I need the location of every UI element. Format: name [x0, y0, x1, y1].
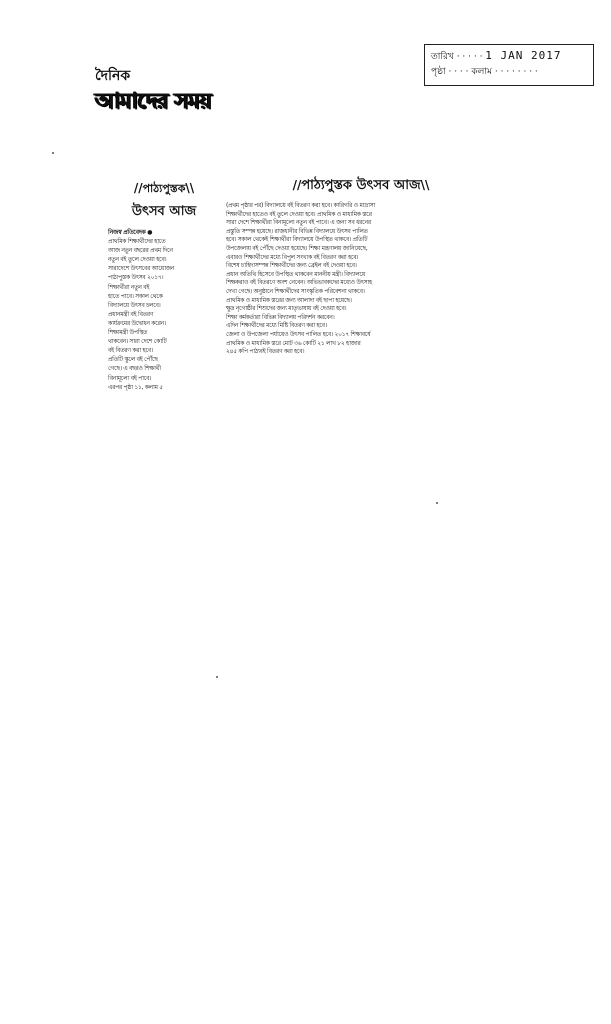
scan-speck	[216, 676, 218, 678]
left-headline-2: উৎসব আজ	[131, 204, 197, 219]
masthead-title: আমাদের সময়	[95, 89, 212, 114]
right-article-body	[226, 202, 481, 362]
stamp-column-label: কলাম	[471, 67, 492, 77]
left-continuation: এরপর পৃষ্ঠা ১১, কলাম ৫	[108, 383, 163, 391]
left-headline-1: //পাঠ্যপুস্তক\\	[133, 181, 195, 195]
right-line: ২৪৫ কপি পাঠ্যবই বিতরণ করা হবে।	[226, 348, 305, 356]
left-line: সারাদেশে উৎসবের আয়োজন	[108, 265, 175, 273]
stamp-date-row: তারিখ · · · · · 1 JAN 2017	[431, 49, 562, 62]
left-line: হাতে পাবে। সকাল থেকে	[108, 292, 163, 300]
stamp-page-row: পৃষ্ঠা · · · · কলাম · · · · · · · ·	[431, 67, 538, 77]
left-line: শিক্ষামন্ত্রী উপস্থিত	[108, 329, 148, 337]
right-line: দেখা গেছে। অনুষ্ঠানে শিক্ষার্থীদের সাংস্কৃতিক পরিবেশনা থাকবে।	[226, 287, 365, 295]
left-line: প্রতিটি স্কুলে বই পৌঁছে	[108, 356, 158, 364]
stamp-date-label: তারিখ	[431, 52, 454, 62]
left-line: বিনামূল্যে বই পাবে।	[108, 374, 152, 382]
right-line: শিক্ষকরাও বই বিতরণে অংশ নেবেন। অভিভাবকদের মধ্যেও উৎসাহ	[226, 279, 372, 287]
stamp-page-label: পৃষ্ঠা	[431, 67, 446, 77]
right-line: প্রাথমিক ও মাধ্যমিক স্তরের জন্য আলাদা বই ছাপা হয়েছে।	[226, 296, 352, 304]
right-line: এদিন শিক্ষার্থীদের মধ্যে মিষ্টি বিতরণ করা হবে।	[226, 322, 327, 330]
masthead-small: দৈনিক	[95, 68, 131, 84]
right-line: (প্রথম পৃষ্ঠার পর) বিদ্যালয়ে বই বিতরণ করা হবে। কারিগরি ও মাদ্রাসা	[226, 202, 376, 209]
left-line: নতুন বই তুলে দেওয়া হবে।	[108, 256, 167, 264]
right-line: প্রস্তুতি সম্পন্ন হয়েছে। রাজধানীর বিভিন্ন বিদ্যালয়ে উৎসব পালিত	[226, 227, 368, 235]
scan-speck	[436, 502, 438, 504]
left-line: বিদ্যালয়ে উৎসব চলবে।	[108, 301, 161, 309]
right-line: বিশেষ চাহিদাসম্পন্ন শিক্ষার্থীদের জন্য ব্রেইল বই দেওয়া হবে।	[226, 262, 357, 270]
right-line: উপজেলায় বই পৌঁছে দেওয়া হয়েছে। শিক্ষা মন্ত্রণালয় জানিয়েছে,	[226, 244, 368, 252]
left-line: প্রধানমন্ত্রী বই বিতরণ	[108, 310, 154, 318]
left-article-body	[108, 228, 220, 391]
left-line: থাকবেন। সারা দেশে কোটি	[108, 338, 167, 346]
stamp-date-value: 1 JAN 2017	[485, 49, 562, 62]
left-line: বই বিতরণ করা হবে।	[108, 347, 153, 355]
date-stamp	[424, 44, 594, 86]
right-line: এবারও শিক্ষার্থীদের মধ্যে বিপুল সংখ্যক বই বিতরণ করা হবে।	[226, 253, 359, 261]
right-line: হবে। সকাল থেকেই শিক্ষার্থীরা বিদ্যালয়ে উপস্থিত থাকবে। প্রতিটি	[226, 236, 368, 244]
left-line: প্রাথমিক শিক্ষার্থীদের হাতে	[108, 238, 166, 246]
right-line: ক্ষুদ্র নৃগোষ্ঠীর শিশুদের জন্য মাতৃভাষায় বই দেওয়া হবে।	[226, 305, 347, 313]
left-line: শিক্ষার্থীরা নতুন বই	[108, 283, 150, 291]
right-line: প্রাথমিক ও মাধ্যমিক স্তরে মোট ৩৬ কোটি ২১ লাখ ৮২ হাজার	[226, 339, 361, 347]
scan-speck	[52, 152, 54, 154]
right-line: শিক্ষা কর্মকর্তারা বিভিন্ন বিদ্যালয় পরিদর্শন করবেন।	[226, 313, 335, 321]
right-article	[226, 174, 481, 374]
left-reporter: নিজস্ব প্রতিবেদক ●	[108, 229, 153, 236]
right-line: সারা দেশে শিক্ষার্থীরা বিনামূল্যে নতুন বই পাবে। এ জন্য সব ধরনের	[226, 219, 371, 227]
left-line: গেছে। এ বছরও শিক্ষার্থী	[108, 365, 161, 373]
left-article	[108, 180, 220, 391]
right-line: জেলা ও উপজেলা পর্যায়েও উৎসব পালিত হবে। ২০১৭ শিক্ষাবর্ষে	[226, 330, 371, 338]
left-line: পাঠ্যপুস্তক উৎসব ২০১৭।	[108, 274, 164, 282]
right-line: শিক্ষার্থীদের হাতেও বই তুলে দেওয়া হবে। প্রাথমিক ও মাধ্যমিক স্তরে	[226, 210, 372, 218]
right-headline: //পাঠ্যপুস্তক উৎসব আজ\\	[292, 178, 430, 193]
left-line: কার্যক্রমের উদ্বোধন করেন।	[108, 319, 166, 327]
right-line: প্রধান অতিথি হিসেবে উপস্থিত থাকবেন মাননীয় মন্ত্রী। বিদ্যালয়ে	[226, 270, 366, 278]
left-line: আজ নতুন বছরের প্রথম দিনে	[108, 247, 173, 255]
